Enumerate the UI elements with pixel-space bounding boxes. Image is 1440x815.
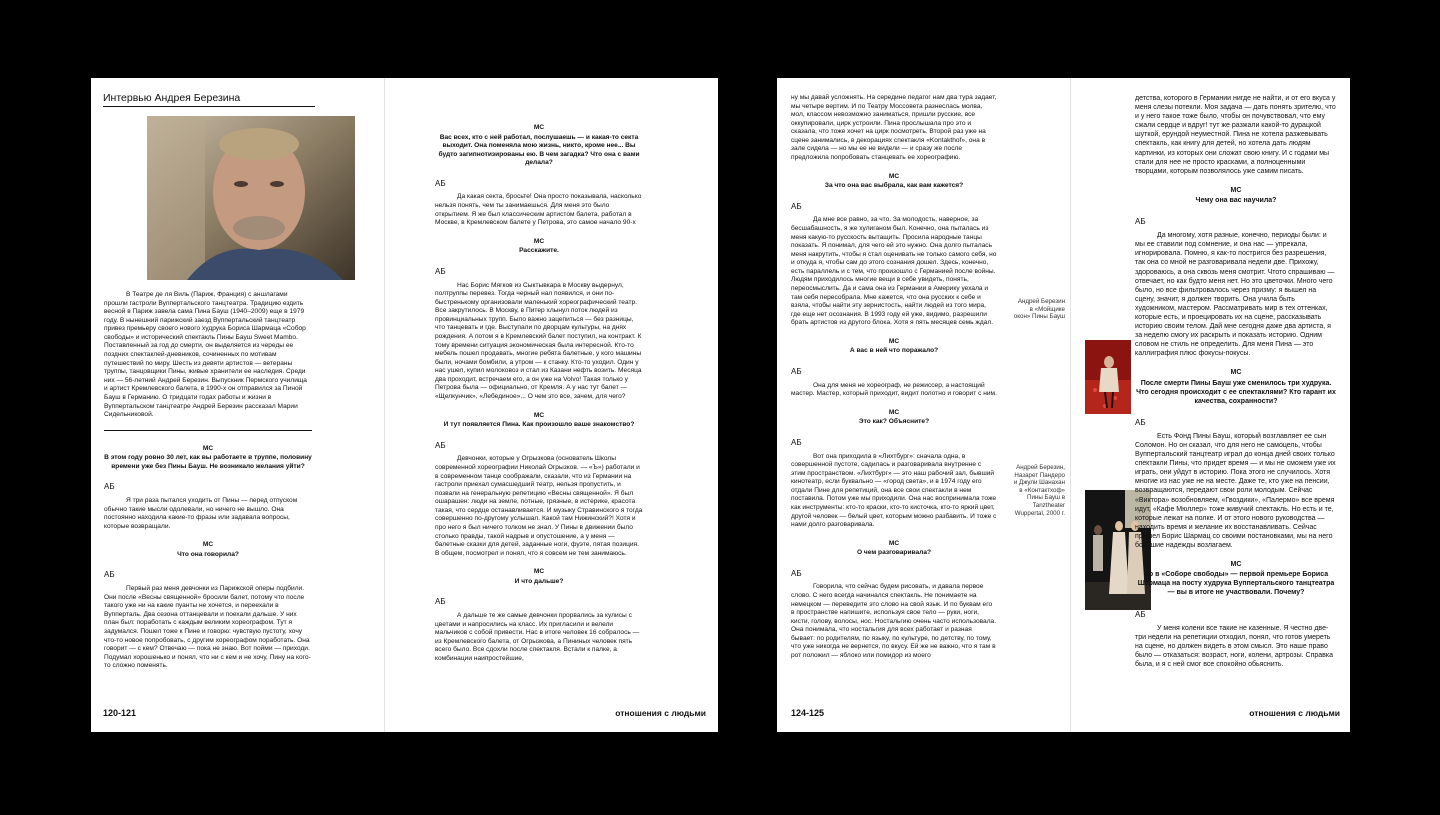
speaker-label: МС (888, 337, 900, 345)
speaker-label: АБ (435, 597, 446, 607)
question-text: О чем разговаривала? (856, 549, 932, 557)
speaker-label: МС (888, 539, 900, 547)
question-block (1135, 560, 1337, 597)
spread-pages-120-121 (91, 78, 718, 732)
answer-paragraph: Девчонки, которые у Огрызкова (основатель Школы современной хореографии Николай Огрызков. — «Ъ») работали и в современном танце соображали, сказали, что из Германии на гастроли приехал сумасшедший театр, нельзя пропустить, и позвали на генеральную репетицию «Весны священной». Я был ошарашен: люди на земле, потные, грязные, в истерике, красота такая, что сердце останавливается. И музыку Стравинского я тогда совершенно по-другому услышал. Какой там Нижинский?! Хотя и про него я был ничего толком не знал. У Пины в движении было столько правды, такой надрыв и опустошение, а у меня — балетные сказки для детей, заданные ноги, фуэте, пятая позиция. В общем, посмотрел и понял, что я совсем не тем занимаюсь. (435, 455, 643, 557)
question-text: За что она вас выбрала, как вам кажется? (824, 182, 964, 190)
section-label: отношения с людьми (1249, 708, 1340, 718)
speaker-label: МС (533, 411, 545, 419)
page-125 (1071, 78, 1350, 732)
question-text: И что дальше? (514, 577, 564, 585)
answer-paragraph: Говорила, что сейчас будем рисовать, и давала первое слово. С него всегда начинался спектакль. Не понимаете на немецком — переведите это слово на свой язык. И по буквам его в пространстве напишите, используя свое тело — руки, ноги, кисти, голову, волосы, нос. Ностальгию очень часто использовала. Она понимала, что ностальгия для всех работает и разная бывает: по родителям, по языку, по культуре, по детству, по тому, что уже никогда не вернется, по вкусу. Ей же не важно, что я там в рот положил — яблоко или помидор из моего (791, 583, 997, 660)
speaker-label: АБ (435, 266, 446, 276)
speaker-label: АБ (1135, 609, 1146, 619)
speaker-label: МС (1230, 369, 1242, 377)
photo-caption: Андрей Березин в «Мойщике окон» Пины Бауш (1013, 298, 1065, 321)
interview-header-title: Интервью Андрея Березина (103, 92, 315, 107)
interview-column (435, 124, 643, 673)
answer-paragraph: Я три раза пытался уходить от Пины — перед отпуском обычно такие мысли одолевали, но ничего не вышло. Она постоянно находила какие-то фразы или задавала вопросы, которые возвращали. (104, 496, 298, 530)
speaker-label: АБ (435, 178, 446, 188)
question-block (1135, 368, 1337, 405)
speaker-label: АБ (435, 440, 446, 450)
question-text: После смерти Пины Бауш уже сменилось три худрука. Что сегодня происходит с ее спектаклями? Кто гарант их качества, сохранности? (1136, 379, 1336, 405)
question-block (435, 568, 643, 586)
question-block (435, 124, 643, 168)
question-text: Чему она вас научила? (1195, 196, 1277, 204)
question-text: Вас всех, кто с ней работал, послушаешь — и какая-то секта выходит. Она поменяла мою жизнь, никто, кроме нее... Вы будто загипнотизированы ею. В чем загадка? Что она с вами делала? (438, 133, 640, 167)
speaker-label: МС (202, 541, 214, 549)
page-number: 124-125 (791, 708, 825, 718)
question-block (435, 412, 643, 430)
question-block (791, 409, 997, 427)
speaker-label: АБ (1135, 417, 1146, 427)
photo-caption: Андрей Березин, Назарет Пандеро и Джули Шанахан в «Контактхоф» Пины Бауш в Tanztheater Wuppertal, 2000 г. (1013, 464, 1065, 517)
answer-paragraph: Да какая секта, бросьте! Она просто показывала, насколько нельзя понять, чем ты занимаешься. Для меня это было открытием. Я же был классическим артистом балета, работал в Москве, в Кремлевском балете у Петрова, это самое начало 90-х (435, 193, 642, 227)
answer-paragraph: детства, которого в Германии нигде не найти, и от его вкуса у меня слезы потекли. Моя задача — дать понять зрителю, что и у него такое тоже было, чтобы он почувствовал, что ему сжали сердце и вдруг! тут же разжали какой-то дурацкой шуткой, ерундой неуместной. Пина не хотела разжевывать спектакль, как книгу для детей, но хотела дать людям картинки, из которых они сложат свою книгу. И с годами мы стали для нее не просто красками, а полноценными творцами, которым позволялось уже самим писать. (1135, 95, 1336, 175)
speaker-label: МС (533, 124, 545, 131)
speaker-label: АБ (791, 367, 802, 377)
speaker-label: АБ (104, 570, 115, 580)
question-text: Что она говорила? (177, 550, 239, 558)
speaker-label: МС (202, 444, 214, 452)
question-block (104, 445, 312, 472)
page-120 (91, 78, 384, 732)
speaker-label: АБ (1135, 217, 1146, 227)
answer-paragraph: Вот она приходила в «Лихтбург»: сначала одна, в совершенной пустоте, садилась и разговаривала внутренне с этим пространством. «Лихтбург» — это наш рабочий зал, бывший кинотеатр, если буквально — «город света», и в 1974 году его отдали Пине для репетиций, она все свои спектакли в нем поставила. Потом уже мы приходили. Она нас воспринимала тоже как инструменты: кто-то краски, кто-то кисточка, кто-то яркий цвет, другой человек — белый цвет, которым можно разбавить. И тоже с нами долго разговаривала. (791, 452, 997, 529)
spread-pages-124-125 (777, 78, 1350, 732)
speaker-label: МС (533, 237, 545, 245)
answer-paragraph: ну мы давай усложнять. На середине педагог нам два тура задает, мы четыре вертим. И по Театру Моссовета разнеслась молва, мол, классом невозможно заниматься, пришли русские, все оккупировали, цирк устроили. Пина прослышала про это и сказала, что тоже хочет на цирк посмотреть. Второй раз уже на сцене занимались, в декорациях спектакля «Kontakthof», она в зале сидела — но мы ее не видели — и сразу же после предложила попробовать станцевать ее хореографию. (791, 94, 997, 162)
intro-paragraph: В Театре де ля Виль (Париж, Франция) с аншлагами прошли гастроли Вуппертальского танцтеатра. Традицию ездить весной в Париж завела сама Пина Бауш (1940–2009) еще в 1979 году. В нынешний парижский заезд Вуппертальский танцтеатр привез премьеру своего нового худрука Бориса Шармаца «Собор свободы» и исторический спектакль Пины Бауш Sweet Mambo. Поставленный за год до смерти, он выделяется из череды ее поздних спектаклей-дневников, сочиненных по мотивам путешествий по миру. Шесть из девяти артистов — ветераны труппы, танцовщики Пины, живые хранители ее наследия. Среди них — 56-летний Андрей Березин. Выпускник Пермского училища и артист Кремлевского балета, в 1990-х он отправился за Пиной Бауш в Германию. О тридцати годах работы и жизни в Вуппертальском танцтеатре Андрей Березин рассказал Марии Сидельниковой. (104, 291, 307, 419)
answer-paragraph: Да многому, хотя разные, конечно, периоды были: и мы ее ставили под сомнение, и она нас — упрекала, игнорировала. Помню, я как-то постригся без разрешения, так она со мной не разговаривала недели две. Прихожу, здороваюсь, а она сквозь меня смотрит. Чтото спрашиваю — отвечает, но как будто меня нет. Но это цветочки. Много чего было, но все фильтровалось через призму: я вышел на сцену, значит, я должен творить. Она учила быть художником, мастером. Рассматривать мир в тех оттенках, которые есть, и проецировать их на сцене, рассказывать историю своим телом. Дай мне сегодня даже два артиста, я за неделю смогу их раскрыть и показать историю. Одним словом не стиль не определить. Для меня Пина — это каллиграфия плюс фокусы-покусы. (1135, 232, 1335, 358)
question-block (791, 540, 997, 558)
intro-column (104, 291, 312, 681)
answer-paragraph: Первый раз меня девчонки из Парижской оперы подбили. Они после «Весны священной» бросили балет, потому что после такого уже ни на какие пуанты не хочется, и переехали в Вупперталь. Два сезона оттанцевали и поехали дальше. У них план был: поработать с каждым великим хореографом. Тут я задумался. Пошел тоже к Пине и говорю: чувствую пустоту, хочу что-то новое попробовать, с другим хореографом поработать. Она говорит — с кем? Отвечаю — пока не знаю. Вот пойми — приходи. Подумал хорошенько и понял, что ни с кем и не хочу, Пину на кого-то сложно поменять. (104, 585, 311, 670)
portrait-photo-andrey-berezin (147, 116, 355, 280)
interview-column (791, 94, 997, 671)
speaker-label: МС (1230, 186, 1242, 194)
section-label: отношения с людьми (615, 708, 706, 718)
speaker-label: АБ (791, 437, 802, 447)
question-block (104, 541, 312, 559)
question-block (791, 338, 997, 356)
interview-column (1135, 94, 1337, 679)
question-text: И тут появляется Пина. Как произошло ваше знакомство? (443, 421, 635, 429)
speaker-label: МС (888, 172, 900, 180)
question-text: Расскажите. (519, 247, 559, 255)
question-block (435, 238, 643, 256)
answer-paragraph: У меня колени все такие не казенные. Я честно две-три недели на репетиции отходил, понял, что готов умереть на сцене, но должен видеть в этом смысл. Это наше право было — отказаться: возраст, ноги, колени, артрозы. Справка была, и я с ней смог все спокойно обьяснить. (1135, 624, 1333, 668)
speaker-label: АБ (791, 201, 802, 211)
divider-rule (104, 430, 312, 431)
question-text: Это как? Объясните? (858, 418, 930, 426)
question-text: В этом году ровно 30 лет, как вы работаете в труппе, половину времени уже без Пины Бауш. Не возникало желания уйти? (104, 454, 312, 470)
page-124 (777, 78, 1070, 732)
answer-paragraph: Она для меня не хореограф, не режиссер, а настоящий мастер. Мастер, который приходит, видит полотно и говорит с ним. (791, 381, 997, 398)
question-text: А вас в ней что поражало? (849, 347, 939, 355)
answer-paragraph: Нас Борис Мягков из Сыктывкара в Москву выдернул, полтруппы перевез. Тогда черный нал появился, и они по-быстренькому организовали маленький хореографический театр. Все закрутилось. В Москву, в Питер хлынул поток людей из провинциальных трупп. Было важно зацепиться — без разницы, что танцевать и где. Выступали по дворцам культуры, на днях рождения. А потом я в Кремлевский балет поступил, на контракт. К тому времени ситуация экономическая была интересной. Кто-то мебель пошел продавать, многие ребята балетные, у кого машины были, ночами бомбили, а утром — к станку. Кто-то уходил. Один у нас ушел, купил молоковоз и стал из Казани нефть возить. Месяца два проходит, встречаем его, а он уже на Volvo! Такая только у Петрова была — официально, от Кремля. А у нас тут балет — «Щелкунчик», «Лебединое»... О чем это все, зачем, для чего? (435, 281, 642, 401)
question-block (1135, 186, 1337, 205)
speaker-label: МС (1230, 561, 1242, 569)
answer-paragraph: Да мне все равно, за что. За молодость, наверное, за бесшабашность, я же хулиганом был. Конечно, она пыталась из меня какую-то русскость вытащить. Просила народные танцы показать. Я понимал, для чего ей это нужно. Она долго пыталась меня накрутить, чтобы я стал оценивать не только самого себя, но и откуда я, чтобы сам до этого сознания дошел. Здесь, конечно, есть параллель и с тем, что произошло с Германией после войны. Людям приходилось многие вещи в себе увидеть, понять, переосмыслить. Да и сама она из Германии в Америку уехала и там себя пересобрала. Мне кажется, что она русских к себе и взяла, чтобы найти эту зернистость, найти людей из того мира, где еще нет осознания. В 1993 году ей уже, видимо, разрешили брать артистов из другого блока. Хотя я пять месяцев семь ждал. (791, 216, 997, 327)
answer-paragraph: А дальше те же самые девчонки прорвались за кулисы с цветами и напросились на класс. Их пригласили и велели мальчиков с собой привести. Нас в итоге человек 16 собралось — из Кремлевского балета, от Огрызкова, а Пининых человек пять всего было. Все сдохли после спектакля. Встали к палке, а комбинации наипростейшие, (435, 612, 640, 662)
speaker-label: АБ (104, 482, 115, 492)
answer-paragraph: Есть Фонд Пины Бауш, который возглавляет ее сын Соломон. Но он сказал, что для него не самоцель, чтобы Вуппертальский танцтеатр играл до конца дней своих только спектакли Пины, что придет время — и мы не сможем уже их играть, они уйдут в историю. Пока этого не случилось. Хотя многие из нас уже не на месте. Даже те, кто уже на пенсии, возвращаются, передают свои роли молодым. Сейчас «Виктора» возобновляем, «Гвоздики», «Палермо» все время идут, «Кафе Мюллер» тоже живучий спектакль. Но есть и те, которые лежат на полке. И от этого нового руководства — находить время и желание их восстанавливать. Сейчас пришел Борис Шармац со своими постановками, мы на него большие надежды возлагаем. (1135, 432, 1336, 550)
question-block (791, 173, 997, 191)
speaker-label: АБ (791, 568, 802, 578)
question-text: Но в «Соборе свободы» — первой премьере Бориса Шармаца на посту худрука Вуппертальского танцтеатра — вы в итоге не участвовали. Почему? (1137, 571, 1335, 597)
speaker-label: МС (533, 568, 545, 576)
stage-photo-red (1085, 340, 1131, 414)
speaker-label: МС (888, 408, 900, 416)
page-121 (385, 78, 718, 732)
page-number: 120-121 (103, 708, 137, 718)
